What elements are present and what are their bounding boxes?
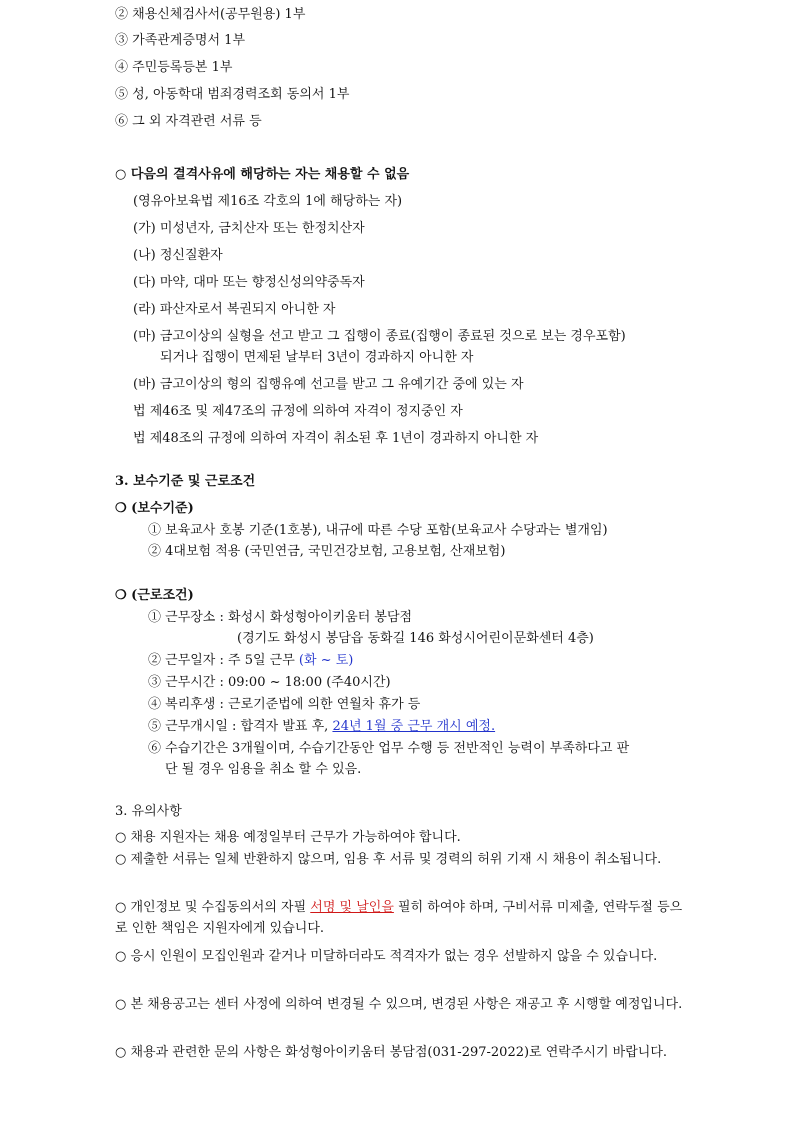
disqualification-item: (마) 금고이상의 실형을 선고 받고 그 집행이 종료(집행이 종료된 것으로 보는 경우포함) (133, 329, 626, 344)
disqualification-item: (나) 정신질환자 (133, 248, 223, 263)
note-item: ○ 본 채용공고는 센터 사정에 의하여 변경될 수 있으며, 변경된 사항은 재공고 후 시행할 예정입니다. (115, 997, 683, 1012)
note-highlight: 서명 및 날인을 (310, 900, 394, 915)
disqualification-item: (영유아보육법 제16조 각호의 1에 해당하는 자) (133, 194, 403, 209)
required-doc-item: ⑤ 성, 아동학대 범죄경력조회 동의서 1부 (115, 87, 350, 102)
required-doc-item: ② 채용신체검사서(공무원용) 1부 (115, 7, 306, 22)
work-conditions-heading: ❍ (근로조건) (115, 588, 194, 603)
required-doc-item: ③ 가족관계증명서 1부 (115, 33, 245, 48)
disqualification-item: (다) 마약, 대마 또는 향정신성의약중독자 (133, 275, 365, 290)
disqualification-heading: ○ 다음의 결격사유에 해당하는 자는 채용할 수 없음 (115, 167, 410, 182)
disqualification-item: 법 제48조의 규정에 의하여 자격이 취소된 후 1년이 경과하지 아니한 자 (133, 431, 539, 446)
work-welfare: ④ 복리후생 : 근로기준법에 의한 연월차 휴가 등 (148, 697, 421, 712)
work-days (148, 652, 353, 670)
note-item: ○ 제출한 서류는 일체 반환하지 않으며, 임용 후 서류 및 경력의 허위 기재 시 채용이 취소됩니다. (115, 852, 662, 867)
note-text: 필히 하여야 하며, 구비서류 미제출, 연락두절 등으로 인한 책임은 지원자에게 있습니다. (115, 900, 683, 936)
probation-line: ⑥ 수습기간은 3개월이며, 수습기간동안 업무 수행 등 전반적인 능력이 부족하다고 판 (148, 741, 630, 756)
work-start-label: ⑤ 근무개시일 : 합격자 발표 후, (148, 719, 333, 734)
note-item: ○ 채용 지원자는 채용 예정일부터 근무가 가능하여야 합니다. (115, 830, 461, 845)
disqualification-item: (바) 금고이상의 형의 집행유예 선고를 받고 그 유예기간 중에 있는 자 (133, 377, 524, 392)
disqualification-item: (라) 파산자로서 복권되지 아니한 자 (133, 302, 336, 317)
disqualification-item: 법 제46조 및 제47조의 규정에 의하여 자격이 정지중인 자 (133, 404, 463, 419)
section-heading-pay: 3. 보수기준 및 근로조건 (115, 474, 256, 489)
note-item: ○ 채용과 관련한 문의 사항은 화성형아이키움터 봉담점(031-297-2022)로 연락주시기 바랍니다. (115, 1045, 668, 1060)
probation-line-continued: 단 될 경우 임용을 취소 할 수 있음. (165, 762, 362, 777)
work-days-highlight: (화 ~ 토) (298, 653, 354, 668)
required-doc-item: ④ 주민등록등본 1부 (115, 60, 233, 75)
note-item: ○ 응시 인원이 모집인원과 같거나 미달하더라도 적격자가 없는 경우 선발하지 않을 수 있습니다. (115, 949, 658, 964)
work-hours: ③ 근무시간 : 09:00 ~ 18:00 (주40시간) (148, 675, 391, 690)
work-address: (경기도 화성시 봉담읍 동화길 146 화성시어린이문화센터 4층) (237, 631, 594, 646)
work-place: ① 근무장소 : 화성시 화성형아이키움터 봉담점 (148, 610, 413, 625)
required-doc-item: ⑥ 그 외 자격관련 서류 등 (115, 114, 262, 129)
work-start-highlight: 24년 1월 중 근무 개시 예정. (332, 719, 496, 734)
work-days-label: ② 근무일자 : 주 5일 근무 (148, 653, 299, 668)
disqualification-item-continued: 되거나 집행이 면제된 날부터 3년이 경과하지 아니한 자 (160, 350, 474, 365)
work-start-date (148, 718, 495, 736)
pay-standard-heading: ❍ (보수기준) (115, 501, 194, 516)
pay-standard-item: ② 4대보험 적용 (국민연금, 국민건강보험, 고용보험, 산재보험) (148, 544, 506, 559)
note-item (115, 897, 685, 939)
note-text: ○ 개인정보 및 수집동의서의 자필 (115, 900, 311, 915)
disqualification-item: (가) 미성년자, 금치산자 또는 한정치산자 (133, 221, 365, 236)
notes-heading: 3. 유의사항 (115, 804, 182, 819)
pay-standard-item: ① 보육교사 호봉 기준(1호봉), 내규에 따른 수당 포함(보육교사 수당과는 별개임) (148, 523, 608, 538)
